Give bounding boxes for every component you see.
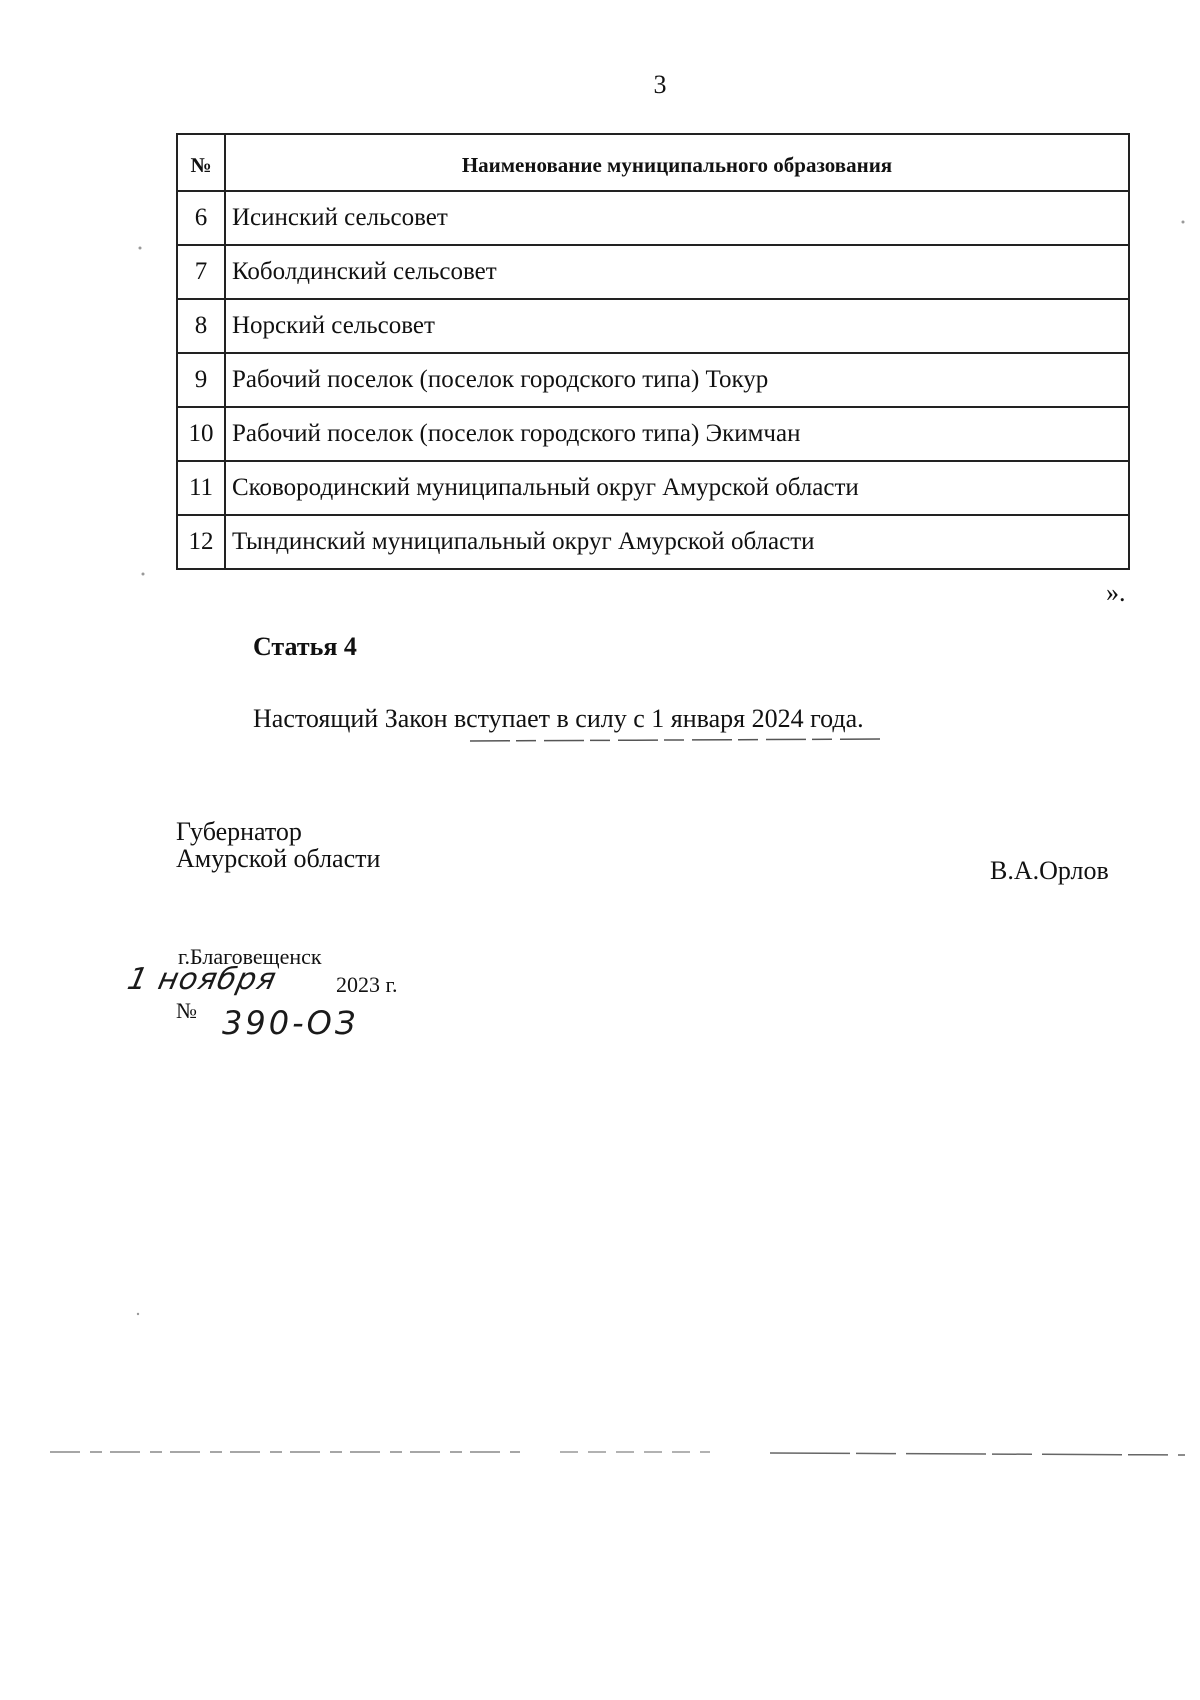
- column-header-number: №: [177, 134, 225, 191]
- row-name: Тындинский муниципальный округ Амурской области: [225, 515, 1129, 569]
- law-number-label: №: [176, 998, 197, 1023]
- scan-speck: [1182, 221, 1185, 224]
- row-name: Рабочий поселок (поселок городского типа) Токур: [225, 353, 1129, 407]
- signatory-name: В.А.Орлов: [990, 856, 1109, 885]
- row-number: 12: [177, 515, 225, 569]
- row-name: Рабочий поселок (поселок городского типа) Экимчан: [225, 407, 1129, 461]
- handwritten-law-number: 390-ОЗ: [222, 1004, 359, 1042]
- article-text: Настоящий Закон вступает в силу с 1 января 2024 года.: [253, 704, 864, 733]
- row-number: 6: [177, 191, 225, 245]
- row-number: 7: [177, 245, 225, 299]
- row-number: 10: [177, 407, 225, 461]
- signing-city: г.Благовещенск: [178, 944, 322, 969]
- row-name: Исинский сельсовет: [225, 191, 1129, 245]
- article-title: Статья 4: [253, 632, 357, 661]
- scan-speck: [137, 1313, 139, 1315]
- row-name: Норский сельсовет: [225, 299, 1129, 353]
- row-number: 9: [177, 353, 225, 407]
- row-number: 11: [177, 461, 225, 515]
- signing-year: 2023 г.: [336, 972, 398, 997]
- row-name: Сковородинский муниципальный округ Амурской области: [225, 461, 1129, 515]
- row-number: 8: [177, 299, 225, 353]
- scan-speck: [139, 247, 142, 250]
- handwritten-date: 1 ноября: [124, 962, 280, 997]
- closing-quote: ».: [1106, 578, 1126, 607]
- page-number: 3: [653, 70, 667, 99]
- row-name: Коболдинский сельсовет: [225, 245, 1129, 299]
- column-header-name: Наименование муниципального образования: [225, 134, 1129, 191]
- scan-underline-artifact: [470, 739, 880, 741]
- scan-speck: [142, 573, 145, 576]
- signatory-position-line1: Губернатор: [176, 817, 302, 846]
- scan-line-artifact: [770, 1453, 1185, 1455]
- signatory-position-line2: Амурской области: [176, 844, 381, 873]
